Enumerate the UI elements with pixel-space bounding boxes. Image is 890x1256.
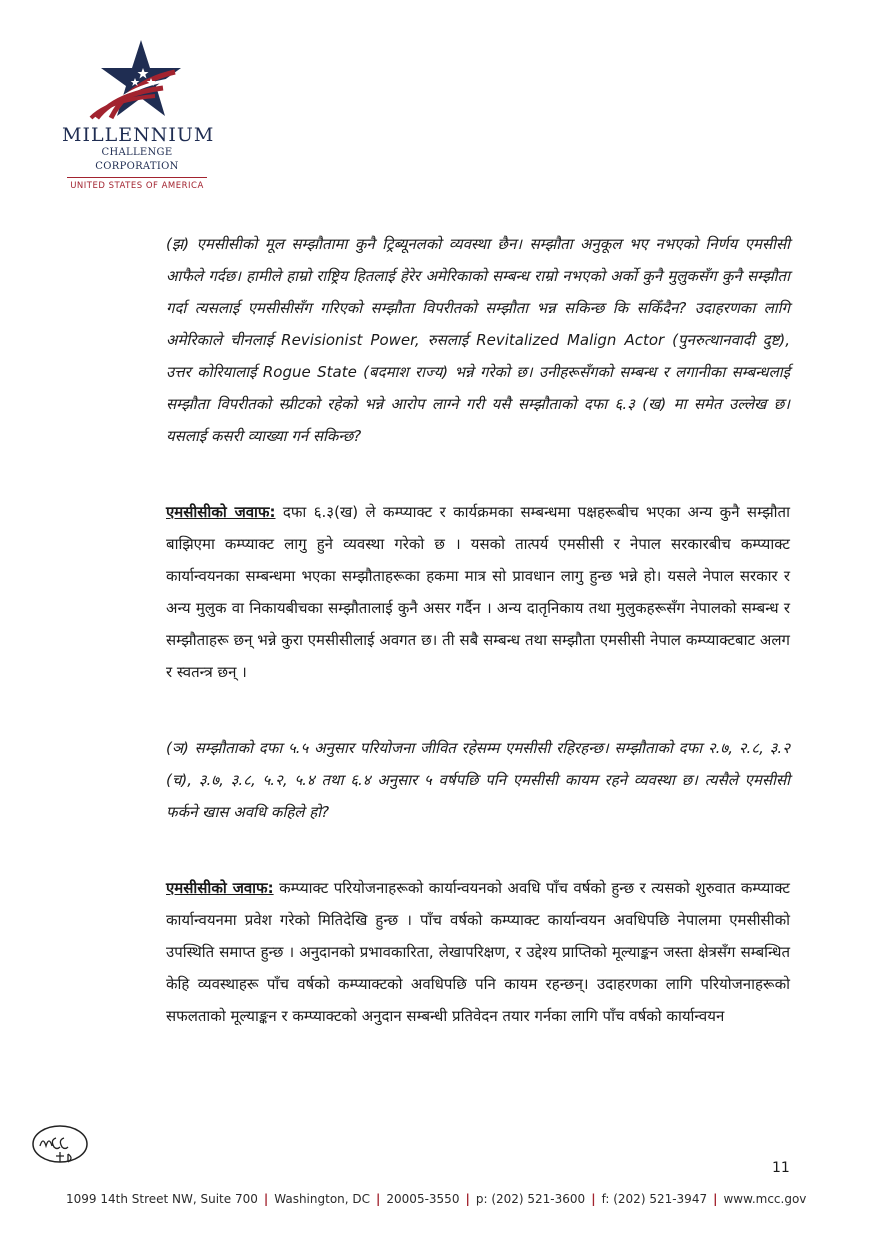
answer-text: कम्प्याक्ट परियोजनाहरूको कार्यान्वयनको अवधि पाँच वर्षको हुन्छ र त्यसको शुरुवात कम्प्याक्ट कार्यान्वयनमा प्रवेश गरेको मितिदेखि हुन्छ । पाँच वर्षको कम्प्याक्ट कार्यान्वयन अवधिपछि नेपालमा एमसीसीको उपस्थिति समाप्त हुन्छ । अनुदानको प्रभावकारिता, लेखापरिक्षण, र उद्देश्य प्राप्तिको मूल्याङ्कन जस्ता क्षेत्रसँग सम्बन्धित केहि व्यवस्थाहरू पाँच वर्षको कम्प्याक्टको अवधिपछि पनि कायम रहन्छन्। उदाहरणका लागि परियोजनाहरूको सफलताको मूल्याङ्कन र कम्प्याक्टको अनुदान सम्बन्धी प्रतिवेदन तयार गर्नका लागि पाँच वर्षको कार्यान्वयन <box>166 879 790 1025</box>
answer-paragraph-1 <box>166 496 790 688</box>
answer-label: एमसीसीको जवाफ: <box>166 879 274 897</box>
footer-city: Washington, DC <box>274 1192 371 1206</box>
question-jha: (झ) एमसीसीको मूल सम्झौतामा कुनै ट्रिब्यूनलको व्यवस्था छैन। सम्झौता अनुकूल भए नभएको निर्णय एमसीसी आफैले गर्दछ। हामीले हाम्रो राष्ट्रिय हितलाई हेरेर अमेरिकाको सम्बन्ध राम्रो नभएको अर्को कुनै मुलुकसँग कुनै सम्झौता गर्दा त्यसलाई एमसीसीसँग गरिएको सम्झौता विपरीतको सम्झौता भन्न सकिन्छ कि सकिँदैन? उदाहरणका लागि अमेरिकाले चीनलाई Revisionist Power, रुसलाई Revitalized Malign Actor (पुनरुत्थानवादी दुष्ट), उत्तर कोरियालाई Rogue State (बदमाश राज्य) भन्ने गरेको छ। उनीहरूसँगको सम्बन्ध र लगानीका सम्बन्धलाई सम्झौता विपरीतको स्प्रीटको रहेको भन्ने आरोप लाग्ने गरी यसै सम्झौताको दफा ६.३ (ख) मा समेत उल्लेख छ। यसलाई कसरी व्याख्या गर्न सकिन्छ? <box>166 235 790 445</box>
logo-subtitle: CHALLENGE CORPORATION <box>67 146 207 178</box>
footer-fax: f: (202) 521-3947 <box>601 1192 708 1206</box>
star-logo-icon <box>89 38 185 120</box>
logo-name: MILLENNIUM <box>62 124 215 146</box>
footer: 1099 14th Street NW, Suite 700 | Washington, DC | 20005-3550 | p: (202) 521-3600 | f: (202) 521-3947 | www.mcc.gov <box>66 1192 807 1206</box>
answer-text: दफा ६.३(ख) ले कम्प्याक्ट र कार्यक्रमका सम्बन्धमा पक्षहरूबीच भएका अन्य कुनै सम्झौता बाझिएमा कम्प्याक्ट लागु हुने व्यवस्था गरेको छ । यसको तात्पर्य एमसीसी र नेपाल सरकारबीच कम्प्याक्ट कार्यान्वयनका सम्बन्धमा भएका सम्झौताहरूका हकमा मात्र सो प्रावधान लागु हुन्छ भन्ने हो। यसले नेपाल सरकार र अन्य मुलुक वा निकायबीचका सम्झौतालाई कुनै असर गर्दैन । अन्य दातृनिकाय तथा मुलुकहरूसँग नेपालको सम्बन्ध र सम्झौताहरू छन् भन्ने कुरा एमसीसीलाई अवगत छ। ती सबै सम्बन्ध तथा सम्झौता एमसीसी नेपाल कम्प्याक्टबाट अलग र स्वतन्त्र छन् । <box>166 503 790 681</box>
page-number: 11 <box>772 1160 790 1176</box>
logo-country: UNITED STATES OF AMERICA <box>70 181 204 191</box>
footer-website-link[interactable]: www.mcc.gov <box>723 1192 807 1206</box>
mcc-logo <box>62 38 215 191</box>
footer-zip: 20005-3550 <box>386 1192 460 1206</box>
answer-paragraph-2 <box>166 872 790 1032</box>
answer-label: एमसीसीको जवाफ: <box>166 503 276 521</box>
document-body <box>166 228 790 1032</box>
footer-phone: p: (202) 521-3600 <box>475 1192 586 1206</box>
question-nya: (ञ) सम्झौताको दफा ५.५ अनुसार परियोजना जीवित रहेसम्म एमसीसी रहिरहन्छ। सम्झौताको दफा २.७, २.८, ३.२ (च), ३.७, ३.८, ५.२, ५.४ तथा ६.४ अनुसार ५ वर्षपछि पनि एमसीसी कायम रहने व्यवस्था छ। त्यसैले एमसीसी फर्कने खास अवधि कहिले हो? <box>166 739 790 821</box>
handwritten-initials <box>30 1122 92 1172</box>
footer-address: 1099 14th Street NW, Suite 700 <box>66 1192 258 1206</box>
